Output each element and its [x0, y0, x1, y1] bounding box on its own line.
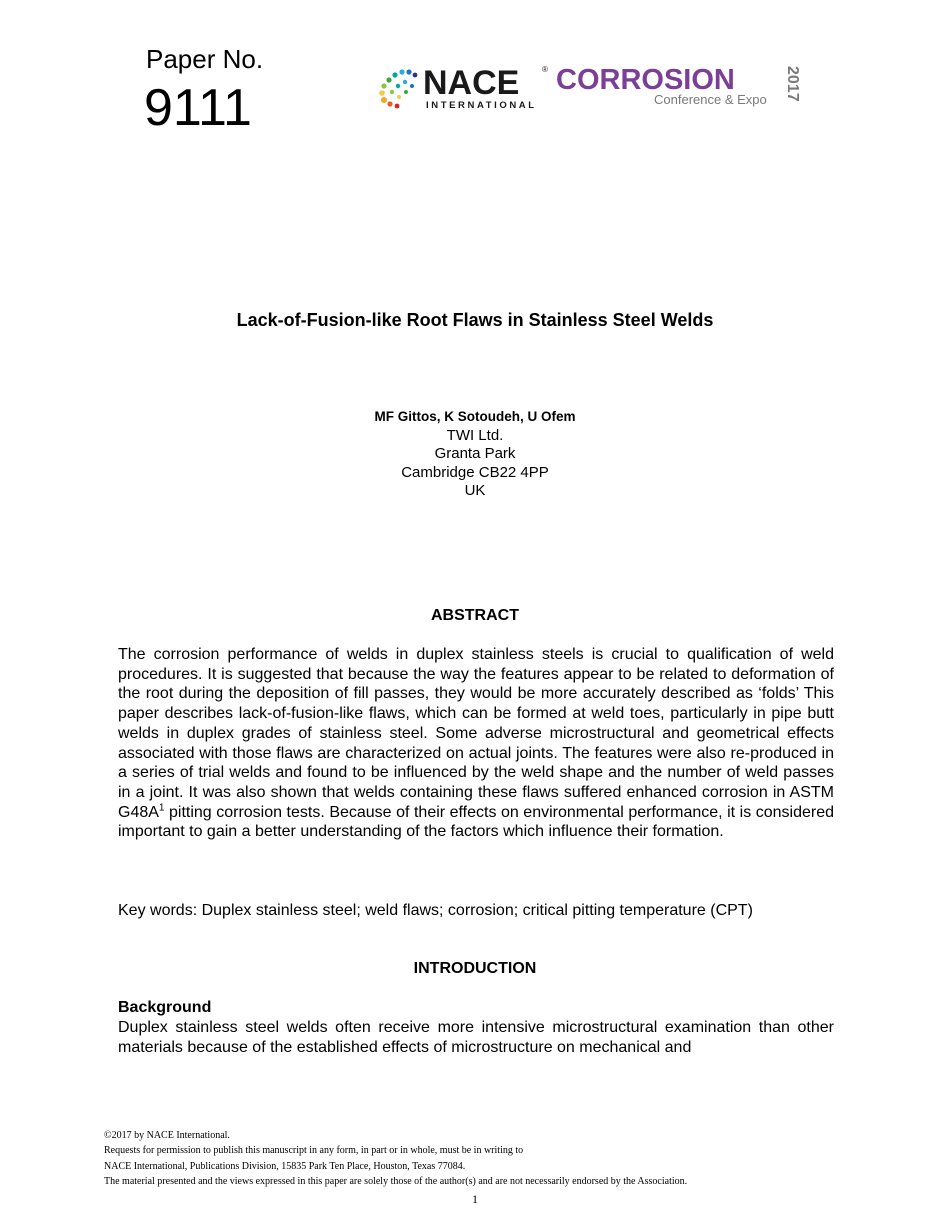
keywords: Key words: Duplex stainless steel; weld flaws; corrosion; critical pitting temperature (CPT)	[118, 902, 753, 919]
registered-mark: ®	[542, 65, 548, 74]
nace-globe-icon	[379, 69, 417, 108]
abstract-text	[118, 645, 834, 842]
copyright-footer	[104, 1128, 844, 1190]
abstract-text-part: pitting corrosion tests. Because of their effects on environmental performance, it is considered important to gain a better understanding of the factors which influence their formation.	[118, 803, 834, 841]
abstract-heading: ABSTRACT	[431, 607, 519, 624]
reference-superscript: 1	[158, 802, 165, 814]
abstract-text-part: The corrosion performance of welds in duplex stainless steels is crucial to qualification of weld procedures. It is suggested that because the way the features appear to be related to deformation of the root during the deposition of fill passes, they would be more accurately described as ‘folds’ This paper describes lack-of-fusion-like flaws, which can be formed at weld toes, particularly in pipe butt welds in duplex grades of stainless steel. Some adverse microstructural and geometrical effects associated with those flaws are characterized on actual joints. The features were also re-produced in a series of trial welds and found to be influenced by the weld shape and the number of weld passes in a joint. It was also shown that welds containing these flaws suffered enhanced corrosion in ASTM G48A	[118, 646, 834, 821]
author-names: MF Gittos, K Sotoudeh, U Ofem	[374, 409, 576, 424]
paper-number: 9111	[144, 79, 252, 137]
introduction-heading: INTRODUCTION	[413, 960, 537, 977]
footer-line: ©2017 by NACE International.	[104, 1130, 230, 1141]
nace-corrosion-logo	[376, 62, 806, 112]
conference-year: 2017	[784, 66, 801, 102]
nace-international-wordmark: INTERNATIONAL	[426, 100, 537, 111]
author-block	[0, 408, 950, 501]
affiliation-line: Cambridge CB22 4PP	[401, 463, 549, 481]
background-subheading: Background	[118, 999, 212, 1016]
corrosion-wordmark: CORROSION	[556, 64, 735, 96]
introduction-text: Duplex stainless steel welds often receive more intensive microstructural examination than other materials because of the established effects of microstructure on mechanical and	[118, 1019, 834, 1056]
nace-wordmark: NACE	[423, 64, 520, 102]
affiliation-line: TWI Ltd.	[446, 426, 504, 444]
affiliation-line: Granta Park	[434, 445, 516, 462]
paper-number-label: Paper No.	[146, 44, 264, 74]
conference-expo-text: Conference & Expo	[654, 92, 767, 107]
affiliation-line: UK	[464, 482, 486, 499]
paper-title: Lack-of-Fusion-like Root Flaws in Stainless Steel Welds	[236, 310, 714, 330]
footer-line: The material presented and the views expressed in this paper are solely those of the author(s) and are not necessarily endorsed by the Association.	[104, 1176, 688, 1188]
footer-line: Requests for permission to publish this manuscript in any form, in part or in whole, must be in writing to	[104, 1145, 524, 1157]
footer-line: NACE International, Publications Division, 15835 Park Ten Place, Houston, Texas 77084.	[104, 1160, 466, 1172]
page-number: 1	[472, 1192, 478, 1206]
